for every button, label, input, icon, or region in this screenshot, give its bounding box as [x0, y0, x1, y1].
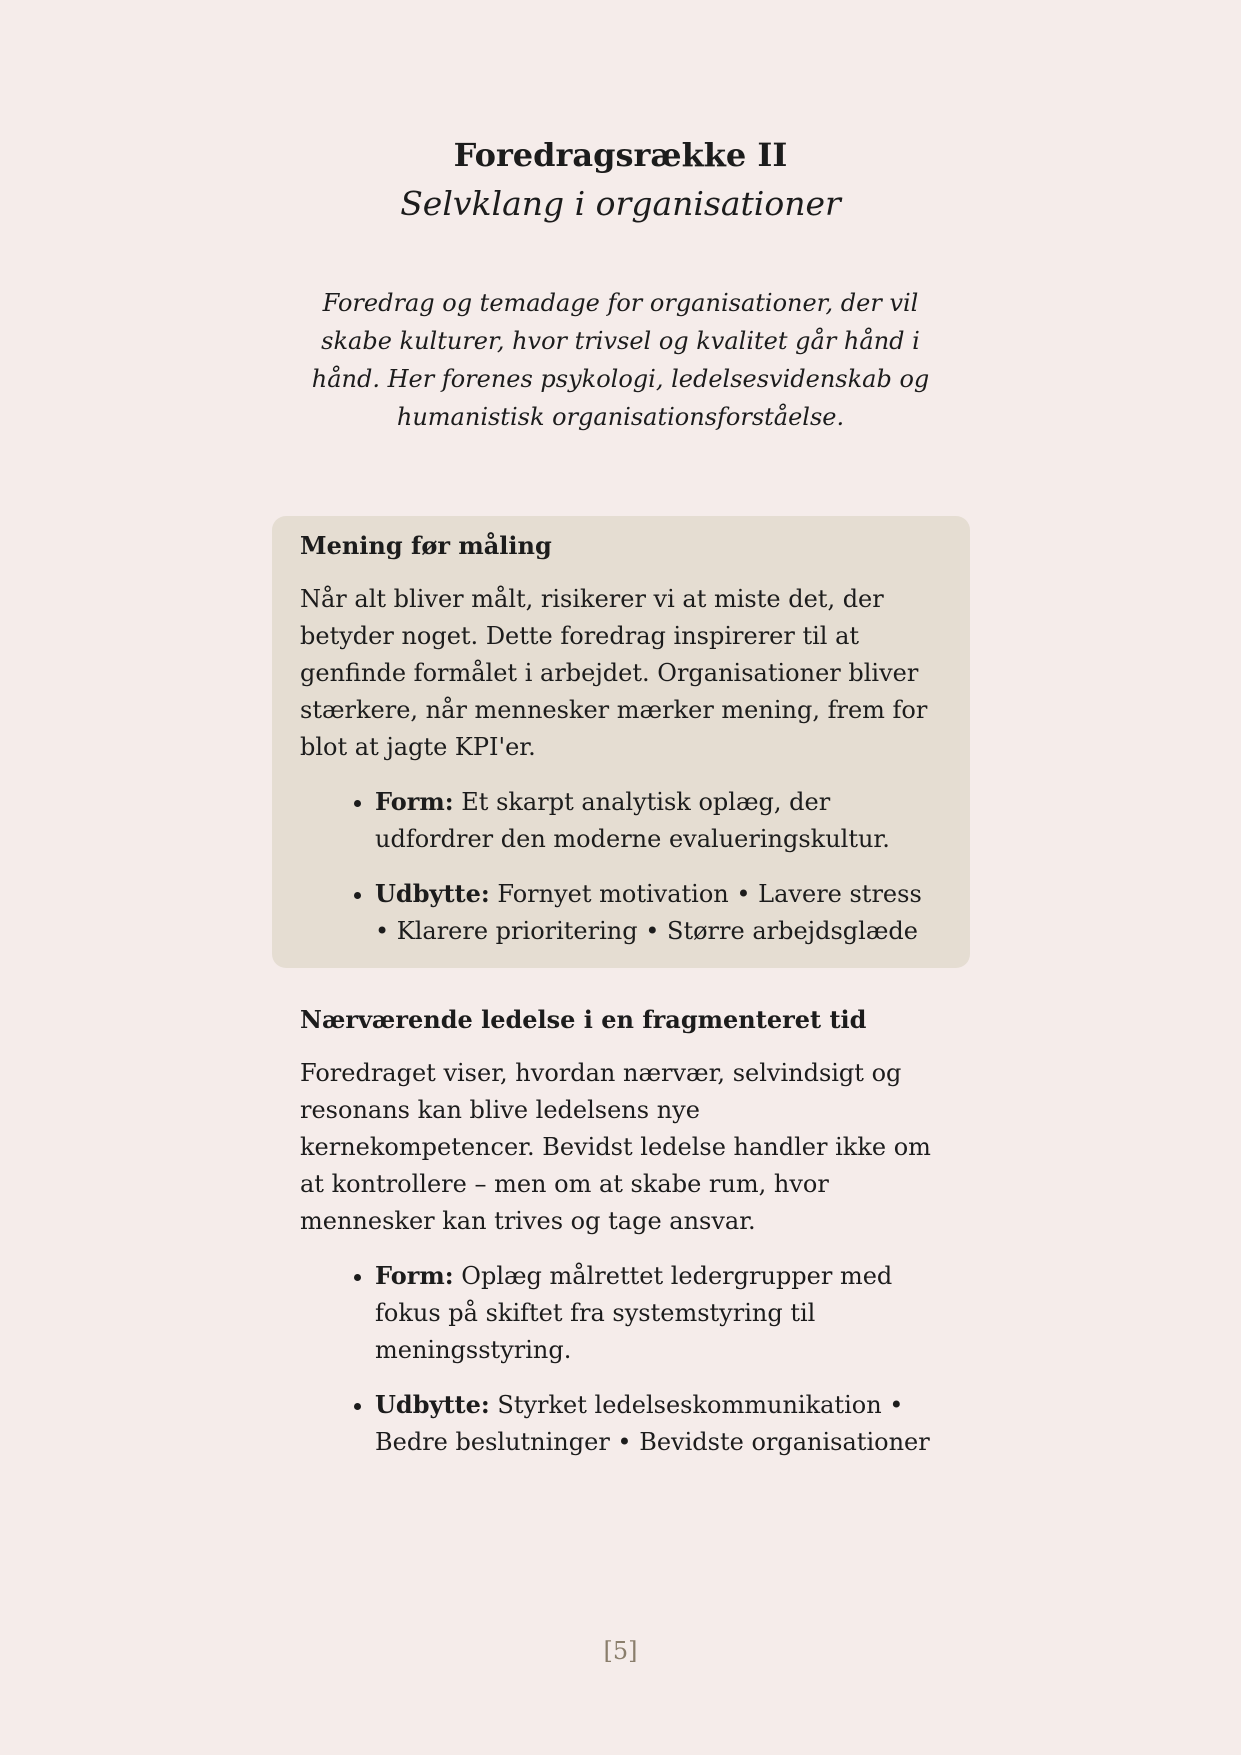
section-mening-foer-maaling [272, 516, 970, 968]
section-bullet-list [300, 783, 942, 950]
bullet-text: Et skarpt analytisk oplæg, der udfordrer den moderne evalueringskultur. [375, 788, 890, 853]
bullet-label: Udbytte: [375, 879, 490, 908]
page-subtitle: Selvklang i organisationer [400, 184, 841, 223]
bullet-text: Fornyet motivation • Lavere stress • Klarere prioritering • Større arbejdsglæde [375, 880, 922, 945]
section-naervaerende-ledelse [272, 990, 970, 1478]
bullet-label: Form: [375, 787, 454, 816]
section-bullet-list [300, 1257, 942, 1461]
intro-text: Foredrag og temadage for organisationer, der vil skabe kulturer, hvor trivsel og kvalitet går hånd i hånd. Her forenes psykologi, ledelsesvidenskab og humanistisk organisationsforståelse. [311, 289, 930, 431]
bullet-text: Oplæg målrettet ledergrupper med fokus på skiftet fra systemstyring til meningsstyring. [375, 1262, 893, 1364]
bullet-label: Form: [375, 1261, 454, 1290]
list-item [375, 1257, 942, 1369]
list-item [375, 783, 942, 858]
list-item [375, 875, 942, 950]
section-body: Foredraget viser, hvordan nærvær, selvindsigt og resonans kan blive ledelsens nye kernekompetencer. Bevidst ledelse handler ikke om at kontrollere – men om at skabe rum, hvor mennesker kan trives og tage ansvar. [300, 1059, 931, 1235]
section-heading: Mening før måling [300, 531, 552, 560]
page-number: [5] [603, 1637, 638, 1665]
page-title: Foredragsrække II [453, 136, 788, 174]
bullet-text: Styrket ledelseskommunikation • Bedre beslutninger • Bevidste organisationer [375, 1391, 930, 1456]
section-body: Når alt bliver målt, risikerer vi at miste det, der betyder noget. Dette foredrag inspirerer til at genfinde formålet i arbejdet. Organisationer bliver stærkere, når mennesker mærker mening, frem for blot at jagte KPI'er. [300, 585, 928, 761]
section-heading: Nærværende ledelse i en fragmenteret tid [300, 1005, 867, 1034]
bullet-label: Udbytte: [375, 1390, 490, 1419]
list-item [375, 1386, 942, 1461]
